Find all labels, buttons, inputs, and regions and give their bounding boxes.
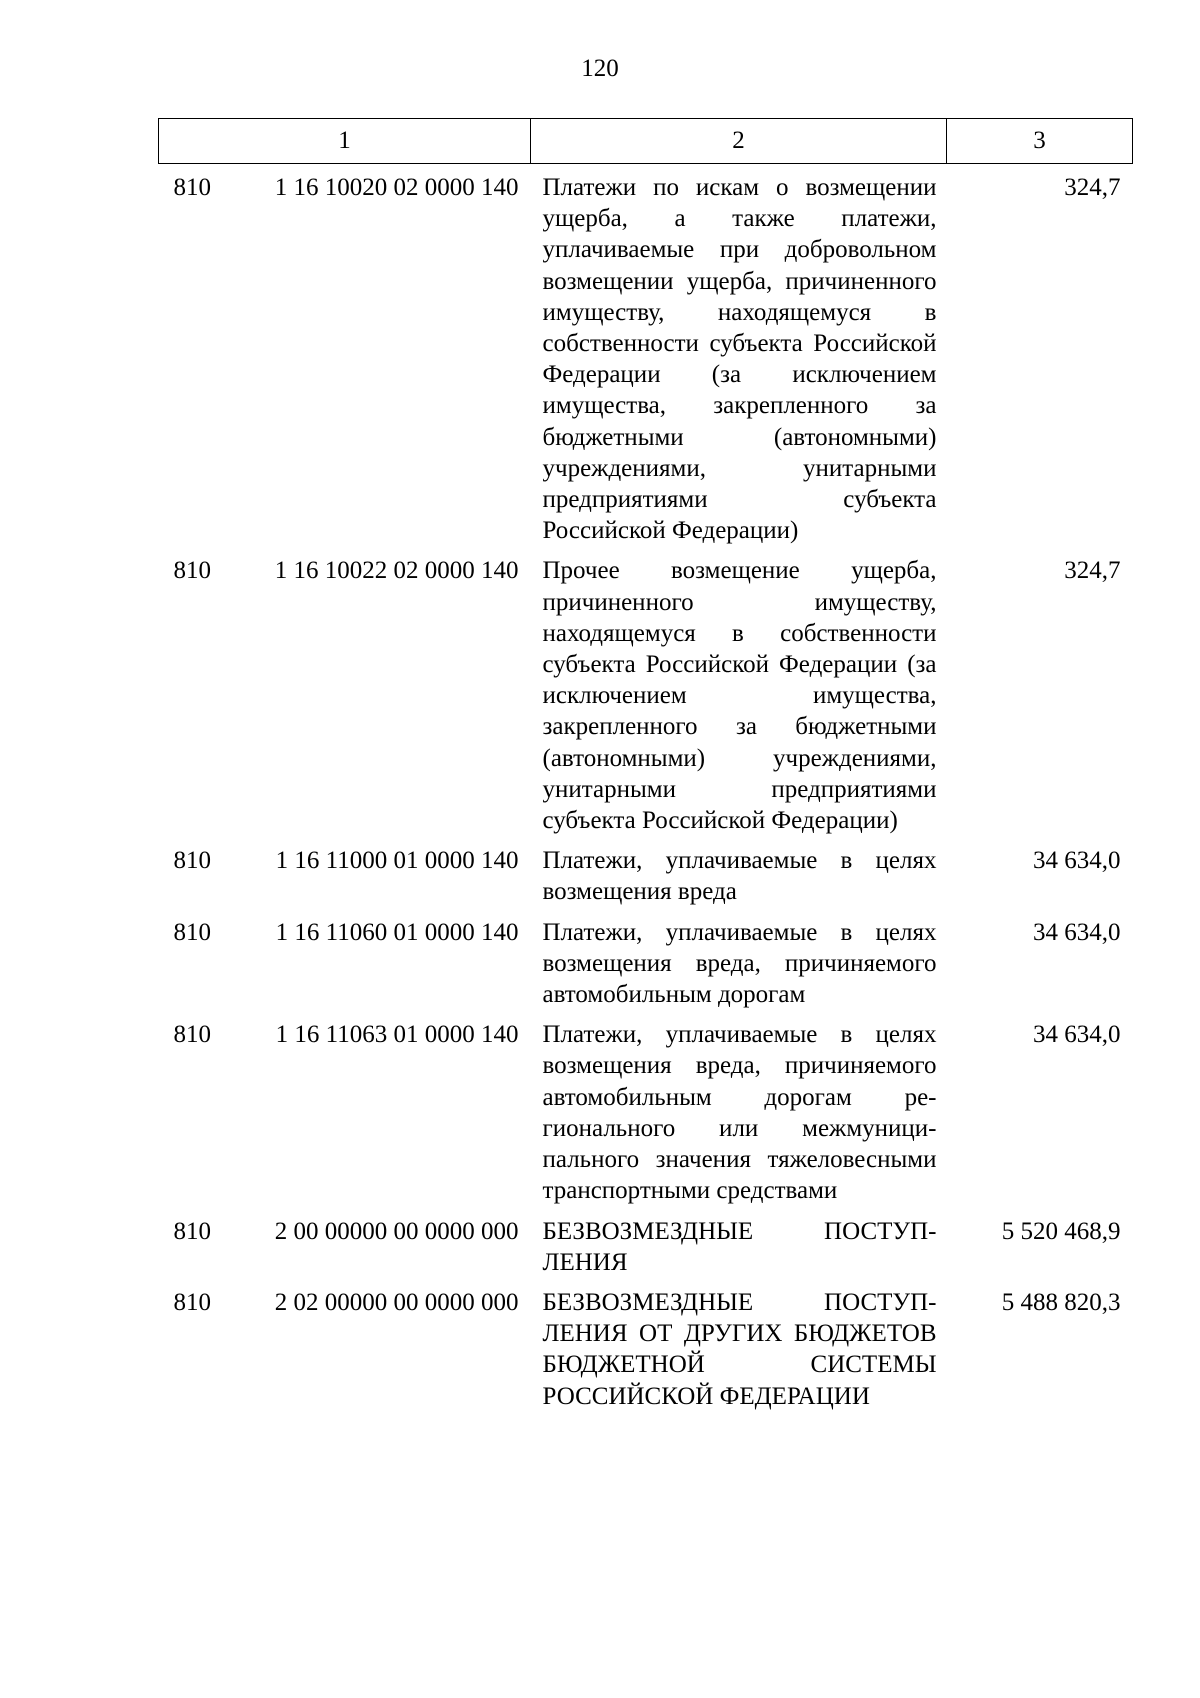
revenue-name-cell <box>531 1011 947 1207</box>
code-cell <box>159 1279 531 1413</box>
admin-code: 810 <box>173 847 211 875</box>
column-header-1: 1 <box>159 119 531 164</box>
revenue-name: Платежи, уплачиваемые в целях возмещения вреда, причиняемого автомобильным дорогам регионального или межмуниципального значения тяжеловесными транспортными средствами <box>542 1021 937 1205</box>
budget-classification-code: 1 16 11000 01 0000 140 <box>275 847 519 875</box>
amount-cell: 34 634,0 <box>1033 847 1121 875</box>
amount-cell: 324,7 <box>1064 174 1121 201</box>
table-row <box>159 1208 1133 1279</box>
revenue-name: Прочее возмещение ущерба, причиненного имуществу, находящемуся в собственности субъекта Российской Федерации (за исключением имущества, закрепленного за бюджетными (автономными) учреждениями, унитарными предприятиями субъекта Российской Федерации) <box>542 557 937 835</box>
revenue-name-cell <box>531 1279 947 1413</box>
admin-code: 810 <box>173 1217 211 1245</box>
amount-cell: 324,7 <box>1064 557 1121 585</box>
page-number: 120 <box>581 55 619 82</box>
budget-classification-code: 1 16 10022 02 0000 140 <box>274 557 519 585</box>
code-cell <box>159 837 531 908</box>
code-cell <box>159 1011 531 1207</box>
revenue-name-cell <box>531 909 947 1012</box>
revenue-name-cell <box>531 164 947 548</box>
revenue-name: БЕЗВОЗМЕЗДНЫЕ ПОСТУПЛЕНИЯ <box>542 1217 937 1276</box>
code-cell <box>159 164 531 548</box>
code-cell <box>159 1208 531 1279</box>
amount-cell: 5 520 468,9 <box>1001 1217 1121 1245</box>
table-row <box>159 909 1133 1012</box>
revenue-name-cell <box>531 1208 947 1279</box>
table-row <box>159 547 1133 837</box>
budget-revenue-table <box>158 118 1133 1413</box>
table-row <box>159 1279 1133 1413</box>
amount-cell: 34 634,0 <box>1033 918 1121 946</box>
revenue-name: Платежи, уплачиваемые в целях возмещения вреда, причиняемого автомобильным дорогам <box>542 918 937 1009</box>
revenue-name: Платежи по искам о возмещении ущерба, а также платежи, уплачиваемые при добровольном возмещении ущерба, причиненного имуществу, находящемуся в собственности субъекта Российской Федерации (за исключением имущества, закрепленного за бюджетными (автономными) учреждениями, унитарными предприятиями субъекта Российской Федерации) <box>542 174 937 545</box>
budget-classification-code: 1 16 11060 01 0000 140 <box>275 918 519 946</box>
admin-code: 810 <box>173 1288 211 1316</box>
code-cell <box>159 909 531 1012</box>
amount-cell: 5 488 820,3 <box>1001 1288 1121 1316</box>
revenue-name-cell <box>531 547 947 837</box>
budget-classification-code: 1 16 10020 02 0000 140 <box>274 174 519 201</box>
admin-code: 810 <box>173 174 211 201</box>
revenue-name: БЕЗВОЗМЕЗДНЫЕ ПОСТУПЛЕНИЯ ОТ ДРУГИХ БЮДЖЕТОВ БЮДЖЕТНОЙ СИСТЕМЫ РОССИЙСКОЙ ФЕДЕРАЦИИ <box>542 1288 937 1410</box>
column-header-3: 3 <box>947 119 1133 164</box>
table-row <box>159 837 1133 908</box>
table-header-row <box>159 119 1133 164</box>
budget-classification-code: 2 00 00000 00 0000 000 <box>274 1217 519 1245</box>
admin-code: 810 <box>173 1021 211 1049</box>
table-row <box>159 164 1133 548</box>
column-header-2: 2 <box>531 119 947 164</box>
budget-classification-code: 1 16 11063 01 0000 140 <box>275 1021 519 1049</box>
admin-code: 810 <box>173 918 211 946</box>
table-row <box>159 1011 1133 1207</box>
budget-classification-code: 2 02 00000 00 0000 000 <box>274 1288 519 1316</box>
amount-cell: 34 634,0 <box>1033 1021 1121 1049</box>
code-cell <box>159 547 531 837</box>
revenue-name: Платежи, уплачиваемые в целях возмещения вреда <box>542 847 937 906</box>
revenue-name-cell <box>531 837 947 908</box>
admin-code: 810 <box>173 557 211 585</box>
